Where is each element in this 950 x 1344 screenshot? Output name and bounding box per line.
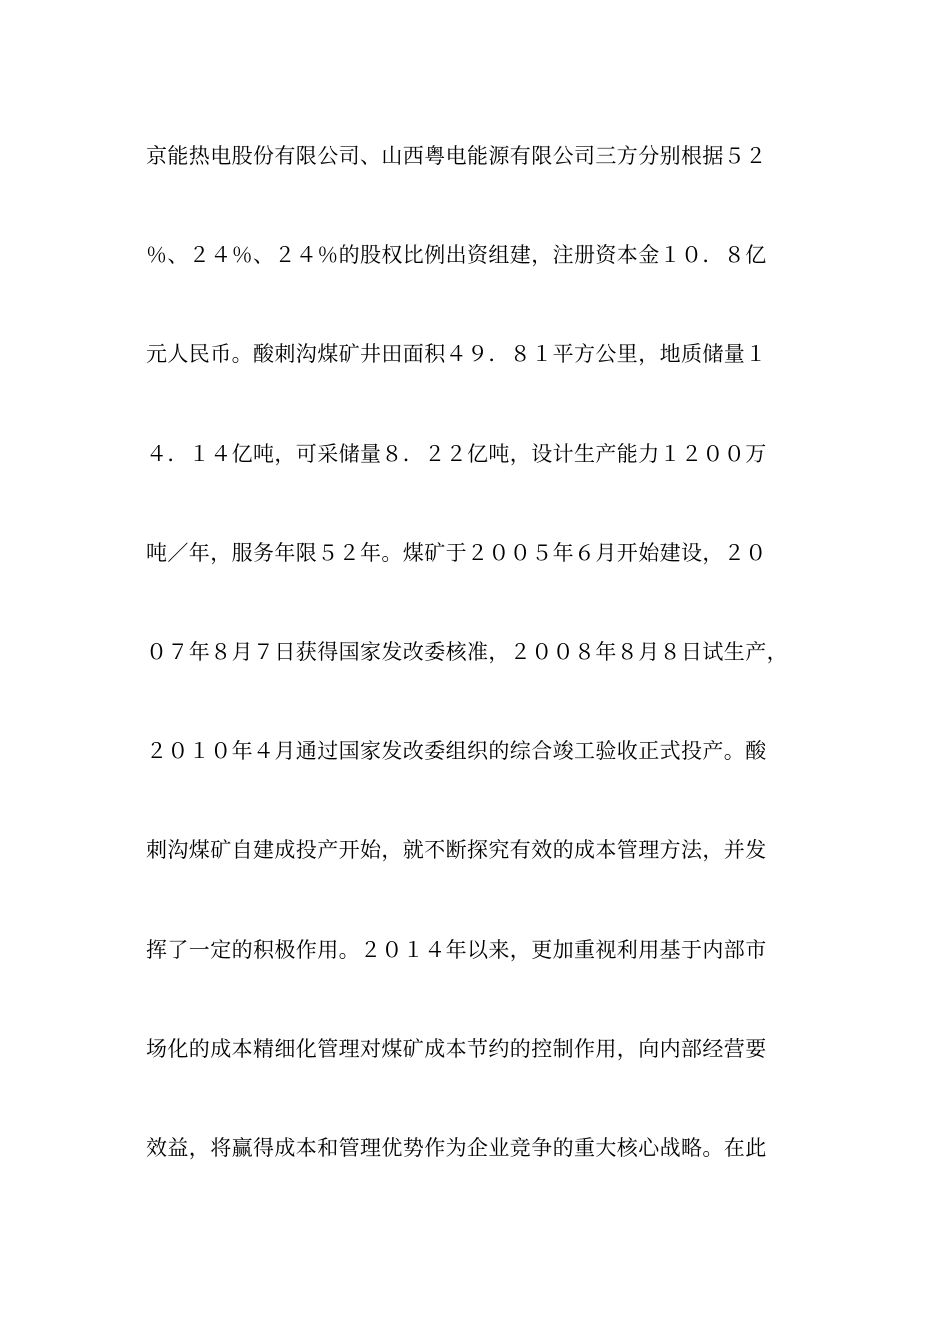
text-line: ４．１４亿吨，可采储量８．２２亿吨，设计生产能力１２００万	[146, 441, 767, 466]
text-line: 刺沟煤矿自建成投产开始，就不断探究有效的成本管理方法，并发	[146, 838, 767, 863]
text-line: 效益，将赢得成本和管理优势作为企业竞争的重大核心战略。在此	[146, 1135, 767, 1160]
body-paragraph	[146, 136, 816, 1227]
text-line: 场化的成本精细化管理对煤矿成本节约的控制作用，向内部经营要	[146, 1036, 767, 1061]
text-line: 元人民币。酸刺沟煤矿井田面积４９．８１平方公里，地质储量１	[146, 342, 767, 367]
text-line: ０７年８月７日获得国家发改委核准，２００８年８月８日试生产，	[146, 639, 788, 664]
text-line: ％、２４％、２４％的股权比例出资组建，注册资本金１０．８亿	[146, 243, 767, 268]
text-line: ２０１０年４月通过国家发改委组织的综合竣工验收正式投产。酸	[146, 739, 767, 764]
text-line: 挥了一定的积极作用。２０１４年以来，更加重视利用基于内部市	[146, 937, 767, 962]
text-line: 吨／年，服务年限５２年。煤矿于２００５年６月开始建设，２０	[146, 540, 767, 565]
text-line: 京能热电股份有限公司、山西粤电能源有限公司三方分别根据５２	[146, 144, 767, 168]
